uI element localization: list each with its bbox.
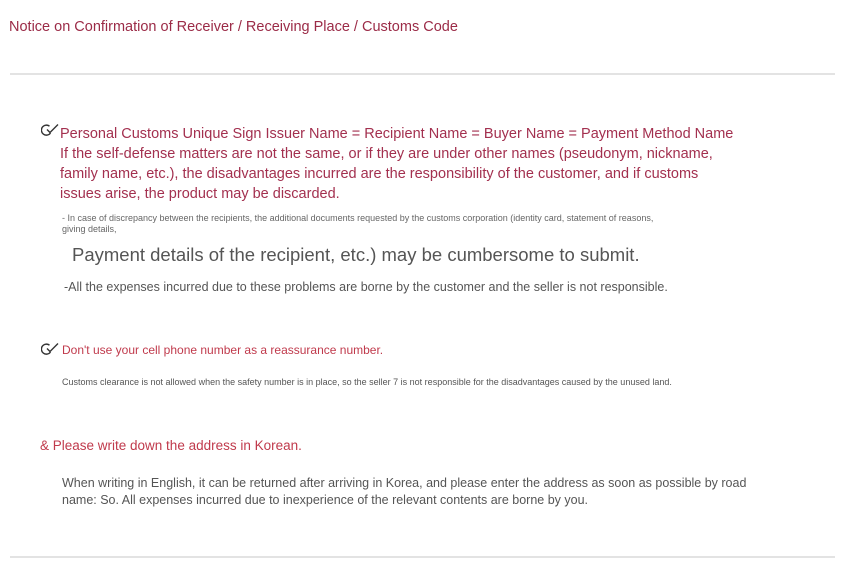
section-1-heading: Personal Customs Unique Sign Issuer Name = Recipient Name = Buyer Name = Payment Method Name If the self-defense matters are not the same, or if they are under other names (pseudonym, nickname, family name, etc.), the disadvantages incurred are the responsibility of the customer, and if customs issues arise, the product may be discarded.: [60, 126, 734, 202]
section-3-note: When writing in English, it can be returned after arriving in Korea, and please enter the address as soon as possible by road name: So. All expenses incurred due to inexperience of the relevant contents are borne by you.: [62, 476, 747, 507]
check-mark-icon: [41, 123, 59, 137]
bottom-divider: [10, 556, 835, 558]
section-1-small-note: - In case of discrepancy between the recipients, the additional documents requested by the customs corporation (identity card, statement of reasons, giving details,: [62, 213, 654, 234]
page-title: Notice on Confirmation of Receiver / Receiving Place / Customs Code: [9, 19, 458, 35]
top-divider: [10, 73, 835, 75]
section-1-large-note: Payment details of the recipient, etc.) may be cumbersome to submit.: [72, 244, 640, 265]
section-2-note: Customs clearance is not allowed when the safety number is in place, so the seller 7 is not responsible for the disadvantages caused by the unused land.: [62, 377, 672, 387]
section-3-heading: & Please write down the address in Korean.: [40, 438, 302, 453]
section-2-heading: Don't use your cell phone number as a reassurance number.: [62, 343, 384, 357]
section-1-note: -All the expenses incurred due to these problems are borne by the customer and the seller is not responsible.: [64, 280, 668, 294]
check-mark-icon: [41, 342, 59, 356]
